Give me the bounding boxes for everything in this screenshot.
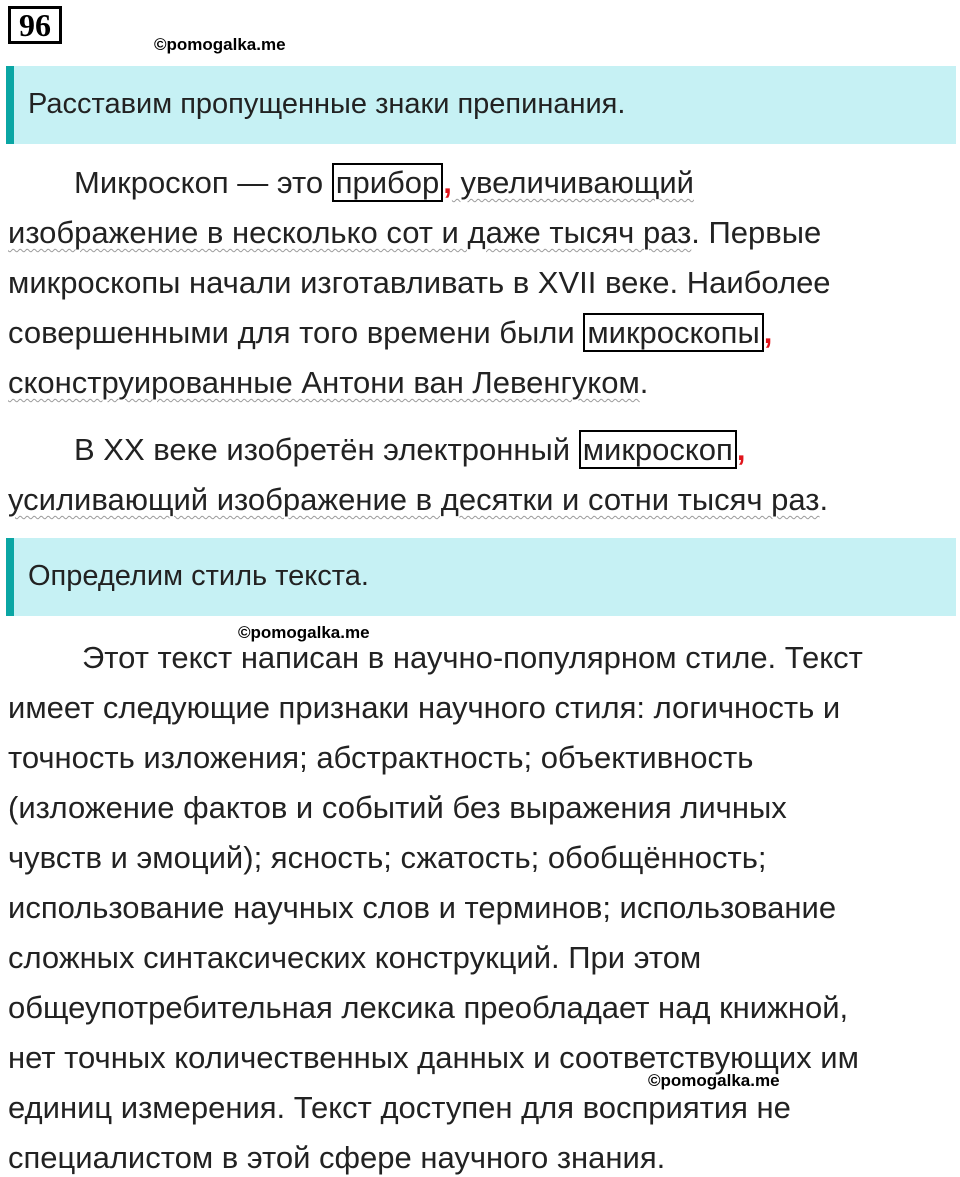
participle-phrase: увеличивающий	[451, 165, 694, 200]
text-fragment: Микроскоп — это	[74, 165, 332, 200]
answer-line: (изложение фактов и событий без выражения личных	[8, 790, 787, 825]
boxed-noun: микроскопы	[583, 313, 763, 352]
text-fragment: . Первые	[691, 215, 822, 250]
answer-line: чувств и эмоций); ясность; сжатость; обобщённость;	[8, 840, 767, 875]
text-line: микроскопы начали изготавливать в XVII веке. Наиболее	[8, 265, 831, 300]
watermark: ©pomogalka.me	[238, 623, 370, 642]
answer-line: нет точных количественных данных и соответствующих им	[8, 1040, 859, 1075]
text-line	[8, 315, 772, 351]
watermark: ©pomogalka.me	[154, 35, 286, 54]
participle-phrase: изображение в несколько сот и даже тысяч раз	[8, 215, 692, 250]
text-line	[74, 432, 745, 468]
inserted-comma: ,	[763, 315, 773, 350]
text-fragment: В XX веке изобретён электронный	[74, 432, 579, 467]
participle-phrase: усиливающий изображение в десятки и сотни тысяч раз	[8, 482, 820, 517]
text-line	[74, 165, 694, 201]
text-line	[8, 482, 828, 518]
task-banner-style	[6, 538, 956, 616]
text-line	[8, 215, 821, 251]
inserted-comma: ,	[443, 165, 452, 200]
boxed-noun: микроскоп	[579, 430, 737, 469]
task-title: Расставим пропущенные знаки препинания.	[28, 88, 626, 120]
answer-line: общеупотребительная лексика преобладает над книжной,	[8, 990, 849, 1025]
text-fragment: .	[819, 482, 829, 517]
inserted-comma: ,	[736, 432, 746, 467]
answer-line: единиц измерения. Текст доступен для восприятия не	[8, 1090, 791, 1125]
watermark: ©pomogalka.me	[648, 1071, 780, 1090]
answer-line: точность изложения; абстрактность; объективность	[8, 740, 754, 775]
answer-line: использование научных слов и терминов; использование	[8, 890, 837, 925]
text-line	[8, 365, 648, 401]
text-fragment: совершенными для того времени были	[8, 315, 584, 350]
participle-phrase: сконструированные Антони ван Левенгуком	[8, 365, 640, 400]
text-fragment: .	[639, 365, 649, 400]
answer-line: имеет следующие признаки научного стиля: логичность и	[8, 690, 841, 725]
task-banner-punctuation	[6, 66, 956, 144]
answer-line: специалистом в этой сфере научного знания.	[8, 1140, 666, 1175]
task-title: Определим стиль текста.	[28, 560, 369, 592]
boxed-noun: прибор	[332, 163, 444, 202]
answer-line: сложных синтаксических конструкций. При этом	[8, 940, 702, 975]
answer-line: Этот текст написан в научно-популярном стиле. Текст	[82, 640, 863, 675]
exercise-number: 96	[8, 6, 62, 44]
